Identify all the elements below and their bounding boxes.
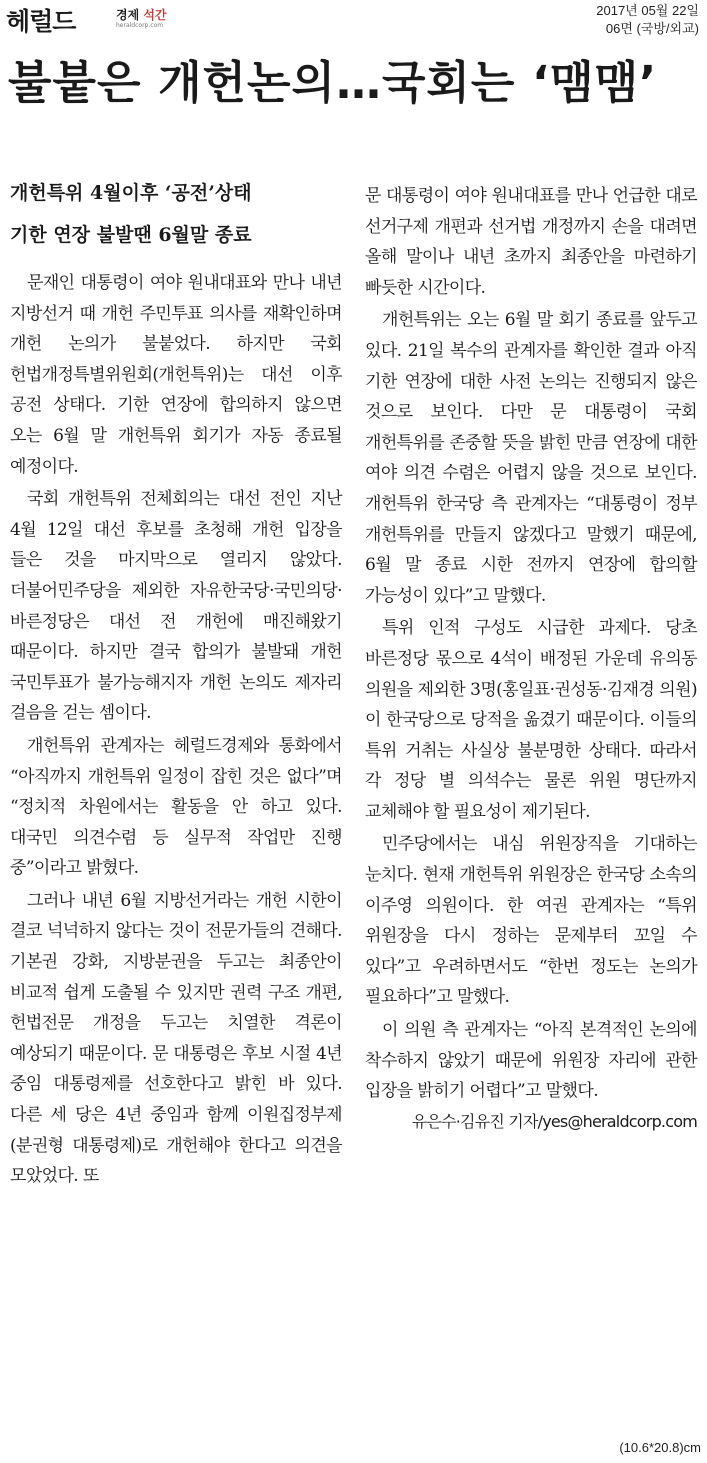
- article-paragraph: 문재인 대통령이 여야 원내대표와 만나 내년 지방선거 때 개헌 주민투표 의사를 재확인하며 개헌 논의가 불붙었다. 하지만 국회 헌법개정특별위원회(개헌특위)는 대선 이후 공전 상태다. 기한 연장에 합의하지 않으면 오는 6월 말 개헌특위 회기가 자동 종료될 예정이다.: [10, 273, 342, 477]
- edition-label: 석간: [143, 8, 167, 22]
- article-column-left: [10, 180, 342, 1192]
- byline: 유은수·김유진 기자/yes@heraldcorp.com: [411, 1111, 697, 1131]
- publication-date: 2017년 05월 22일: [596, 3, 699, 18]
- clipping-size: (10.6*20.8)cm: [619, 1440, 701, 1455]
- article-paragraph: 국회 개헌특위 전체회의는 대선 전인 지난 4월 12일 대선 후보를 초청해 개헌 입장을 들은 것을 마지막으로 열리지 않았다. 더불어민주당을 제외한 자유한국당·국민의당·바른정당은 대선 전 개헌에 매진해왔기 때문이다. 하지만 결국 합의가 불발돼 개헌 국민투표가 불가능해지자 개헌 논의도 제자리 걸음을 걷는 셈이다.: [10, 489, 342, 724]
- section-label: 경제: [116, 8, 140, 22]
- article-column-right: [365, 181, 697, 1132]
- article-paragraph: 문 대통령이 여야 원내대표를 만나 언급한 대로 선거구제 개편과 선거법 개정까지 손을 대려면 올해 말이나 내년 초까지 최종안을 마련하기 빠듯한 시간이다.: [365, 186, 697, 298]
- article-headline: 불붙은 개헌논의…국회는 ‘맴맴’: [8, 56, 658, 109]
- article-paragraph: 민주당에서는 내심 위원장직을 기대하는 눈치다. 현재 개헌특위 위원장은 한국당 소속의 이주영 의원이다. 한 여권 관계자는 “특위 위원장을 다시 정하는 문제부터 꼬일 수 있다”고 우려하면서도 “한번 정도는 논의가 필요하다”고 말했다.: [365, 834, 697, 1008]
- article-paragraph: 이 의원 측 관계자는 “아직 본격적인 논의에 착수하지 않았기 때문에 위원장 자리에 관한 입장을 밝히기 어렵다”고 말했다.: [365, 1020, 697, 1102]
- article-paragraph: 특위 인적 구성도 시급한 과제다. 당초 바른정당 몫으로 4석이 배정된 가운데 유의동 의원을 제외한 3명(홍일표·권성동·김재경 의원)이 한국당으로 당적을 옮겼기 때문이다. 이들의 특위 거취는 사실상 불분명한 상태다. 따라서 각 정당 별 의석수는 물론 위원 명단까지 교체해야 할 필요성이 제기된다.: [365, 618, 697, 822]
- subheadline: 기한 연장 불발땐 6월말 종료: [10, 224, 252, 246]
- newspaper-logo: 헤럴드: [6, 7, 76, 36]
- subheadline: 개헌특위 4월이후 ‘공전’상태: [10, 182, 252, 204]
- article-paragraph: 개헌특위 관계자는 헤럴드경제와 통화에서 “아직까지 개헌특위 일정이 잡힌 것은 없다”며 “정치적 차원에서는 활동을 안 하고 있다. 대국민 의견수렴 등 실무적 작업만 진행 중”이라고 밝혔다.: [10, 735, 342, 879]
- newspaper-url: heraldcorp.com: [116, 22, 164, 29]
- article-paragraph: 그러나 내년 6월 지방선거라는 개헌 시한이 결코 넉넉하지 않다는 것이 전문가들의 견해다. 기본권 강화, 지방분권을 두고는 최종안이 비교적 쉽게 도출될 수 있지만 권력 구조 개편, 헌법전문 개정을 두고는 치열한 격론이 예상되기 때문이다. 문 대통령은 후보 시절 4년 중임 대통령제를 선호한다고 밝힌 바 있다. 다른 세 당은 4년 중임과 함께 이원집정부제(분권형 대통령제)로 개헌해야 한다고 의견을 모았었다. 또: [10, 890, 342, 1187]
- page-section: 06면 (국방/외교): [605, 21, 699, 36]
- article-paragraph: 개헌특위는 오는 6월 말 회기 종료를 앞두고 있다. 21일 복수의 관계자를 확인한 결과 아직 기한 연장에 대한 사전 논의는 진행되지 않은 것으로 보인다. 다만 문 대통령이 국회 개헌특위를 존중할 뜻을 밝힌 만큼 연장에 대한 여야 의견 수렴은 어렵지 않을 것으로 보인다. 개헌특위 한국당 측 관계자는 “대통령이 정부 개헌특위를 만들지 않겠다고 말했기 때문에, 6월 말 종료 시한 전까지 연장에 합의할 가능성이 있다”고 말했다.: [365, 310, 697, 606]
- newspaper-section: [116, 6, 167, 23]
- masthead: [0, 0, 707, 40]
- dateline: [596, 2, 699, 38]
